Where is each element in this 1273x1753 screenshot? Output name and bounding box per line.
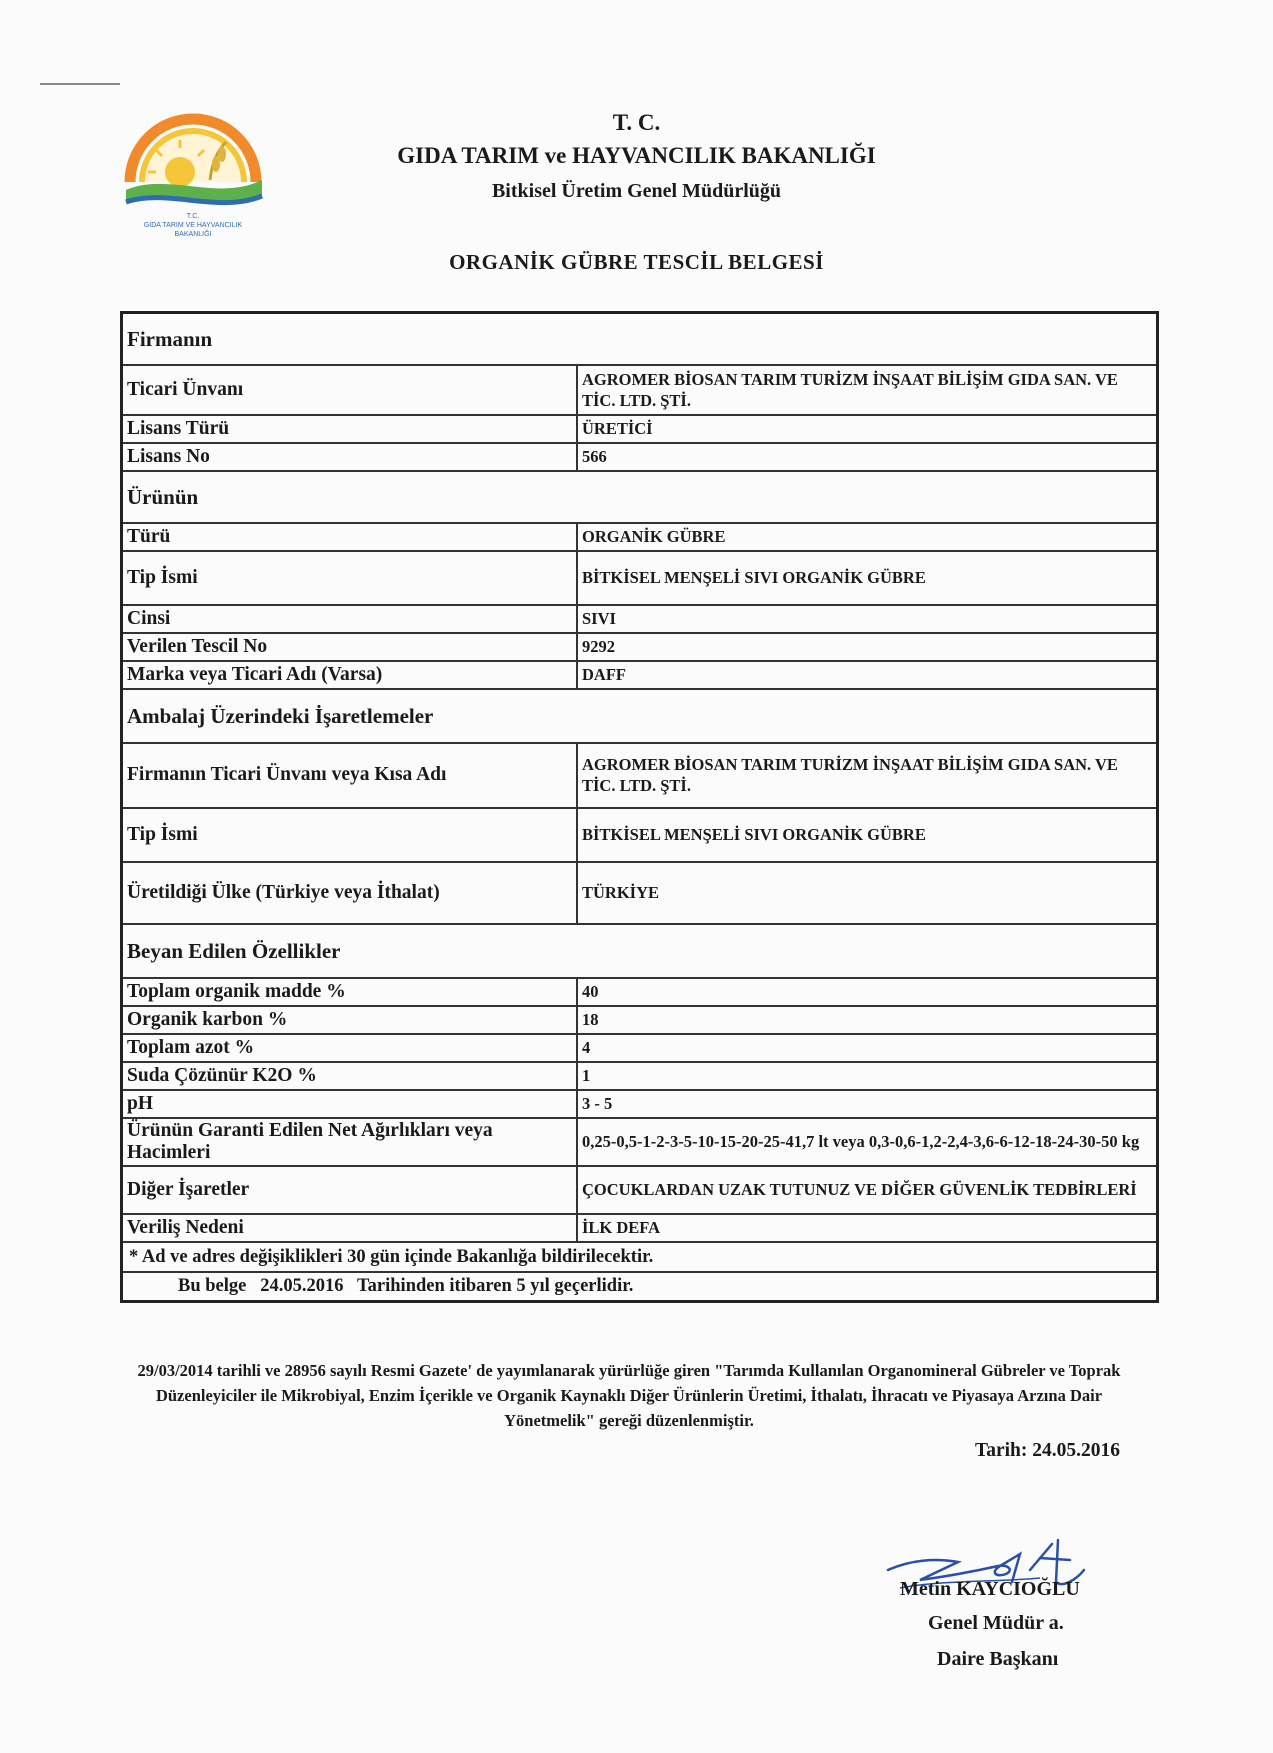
signatory-title-1: Genel Müdür a. — [928, 1612, 1064, 1634]
row-label: Ticari Ünvanı — [122, 365, 578, 415]
issue-date: Tarih: 24.05.2016 — [974, 1440, 1120, 1461]
regulation-text: 29/03/2014 tarihli ve 28956 sayılı Resmi Gazete' de yayımlanarak yürürlüğe giren "Tarımda Kullanılan Organomineral Gübreler ve Toprak Düzenleyiciler ile Mikrobiyal, Enzim İçerikle ve Organik Kaynaklı Diğer Ürünlerin Üretimi, İthalatı, İhracatı ve Piyasaya Arzına Dair Yönetmelik" gereği düzenlenmiştir. — [137, 1361, 1121, 1430]
scan-artifact — [40, 83, 120, 85]
row-label: Tip İsmi — [122, 808, 578, 862]
signatory-title-2: Daire Başkanı — [937, 1648, 1059, 1670]
row-value: SIVI — [577, 605, 1158, 633]
row-label: Diğer İşaretler — [122, 1166, 578, 1214]
row-label: Marka veya Ticari Adı (Varsa) — [122, 661, 578, 689]
row-label: Türü — [122, 523, 578, 551]
row-value: AGROMER BİOSAN TARIM TURİZM İNŞAAT BİLİŞİM GIDA SAN. VE TİC. LTD. ŞTİ. — [577, 365, 1158, 415]
validity-note: Bu belge 24.05.2016 Tarihinden itibaren 5 yıl geçerlidir. — [122, 1272, 1158, 1302]
registration-table — [120, 311, 1159, 1303]
row-value: BİTKİSEL MENŞELİ SIVI ORGANİK GÜBRE — [577, 551, 1158, 605]
row-value: 1 — [577, 1062, 1158, 1090]
row-label: Ürünün Garanti Edilen Net Ağırlıkları veya Hacimleri — [122, 1118, 578, 1166]
row-value: ÇOCUKLARDAN UZAK TUTUNUZ VE DİĞER GÜVENLİK TEDBİRLERİ — [577, 1166, 1158, 1214]
row-value: 4 — [577, 1034, 1158, 1062]
row-label: Organik karbon % — [122, 1006, 578, 1034]
header-directorate: Bitkisel Üretim Genel Müdürlüğü — [491, 180, 782, 202]
svg-text:BAKANLIĞI: BAKANLIĞI — [174, 231, 212, 238]
row-value: 40 — [577, 978, 1158, 1006]
row-label: Üretildiği Ülke (Türkiye veya İthalat) — [122, 862, 578, 924]
row-value: 566 — [577, 443, 1158, 471]
row-value: 3 - 5 — [577, 1090, 1158, 1118]
section-product: Ürünün — [122, 471, 1158, 523]
row-label: Toplam azot % — [122, 1034, 578, 1062]
row-label: Lisans No — [122, 443, 578, 471]
row-label: Suda Çözünür K2O % — [122, 1062, 578, 1090]
section-packaging: Ambalaj Üzerindeki İşaretlemeler — [122, 689, 1158, 743]
row-value: 0,25-0,5-1-2-3-5-10-15-20-25-41,7 lt veya 0,3-0,6-1,2-2,4-3,6-6-12-18-24-30-50 kg — [577, 1118, 1158, 1166]
row-value: İLK DEFA — [577, 1214, 1158, 1242]
section-firm: Firmanın — [122, 313, 1158, 365]
header-ministry: GIDA TARIM ve HAYVANCILIK BAKANLIĞI — [397, 143, 876, 168]
row-value: ÜRETİCİ — [577, 415, 1158, 443]
row-label: Toplam organik madde % — [122, 978, 578, 1006]
row-value: 18 — [577, 1006, 1158, 1034]
row-value: DAFF — [577, 661, 1158, 689]
row-label: pH — [122, 1090, 578, 1118]
document-title: ORGANİK GÜBRE TESCİL BELGESİ — [449, 250, 824, 274]
address-change-note: * Ad ve adres değişiklikleri 30 gün içinde Bakanlığa bildirilecektir. — [122, 1242, 1158, 1272]
row-label: Veriliş Nedeni — [122, 1214, 578, 1242]
section-declared: Beyan Edilen Özellikler — [122, 924, 1158, 978]
row-label: Verilen Tescil No — [122, 633, 578, 661]
row-value: BİTKİSEL MENŞELİ SIVI ORGANİK GÜBRE — [577, 808, 1158, 862]
row-value: AGROMER BİOSAN TARIM TURİZM İNŞAAT BİLİŞİM GIDA SAN. VE TİC. LTD. ŞTİ. — [577, 743, 1158, 808]
row-value: 9292 — [577, 633, 1158, 661]
row-value: TÜRKİYE — [577, 862, 1158, 924]
row-label: Firmanın Ticari Ünvanı veya Kısa Adı — [122, 743, 578, 808]
row-label: Tip İsmi — [122, 551, 578, 605]
signatory-name: Metin KAYCIOĞLU — [900, 1578, 1080, 1600]
row-value: ORGANİK GÜBRE — [577, 523, 1158, 551]
svg-text:GIDA TARIM VE HAYVANCILIK: GIDA TARIM VE HAYVANCILIK — [143, 222, 243, 229]
row-label: Cinsi — [122, 605, 578, 633]
row-label: Lisans Türü — [122, 415, 578, 443]
svg-text:T.C.: T.C. — [186, 213, 200, 220]
header-tc: T. C. — [612, 110, 661, 135]
